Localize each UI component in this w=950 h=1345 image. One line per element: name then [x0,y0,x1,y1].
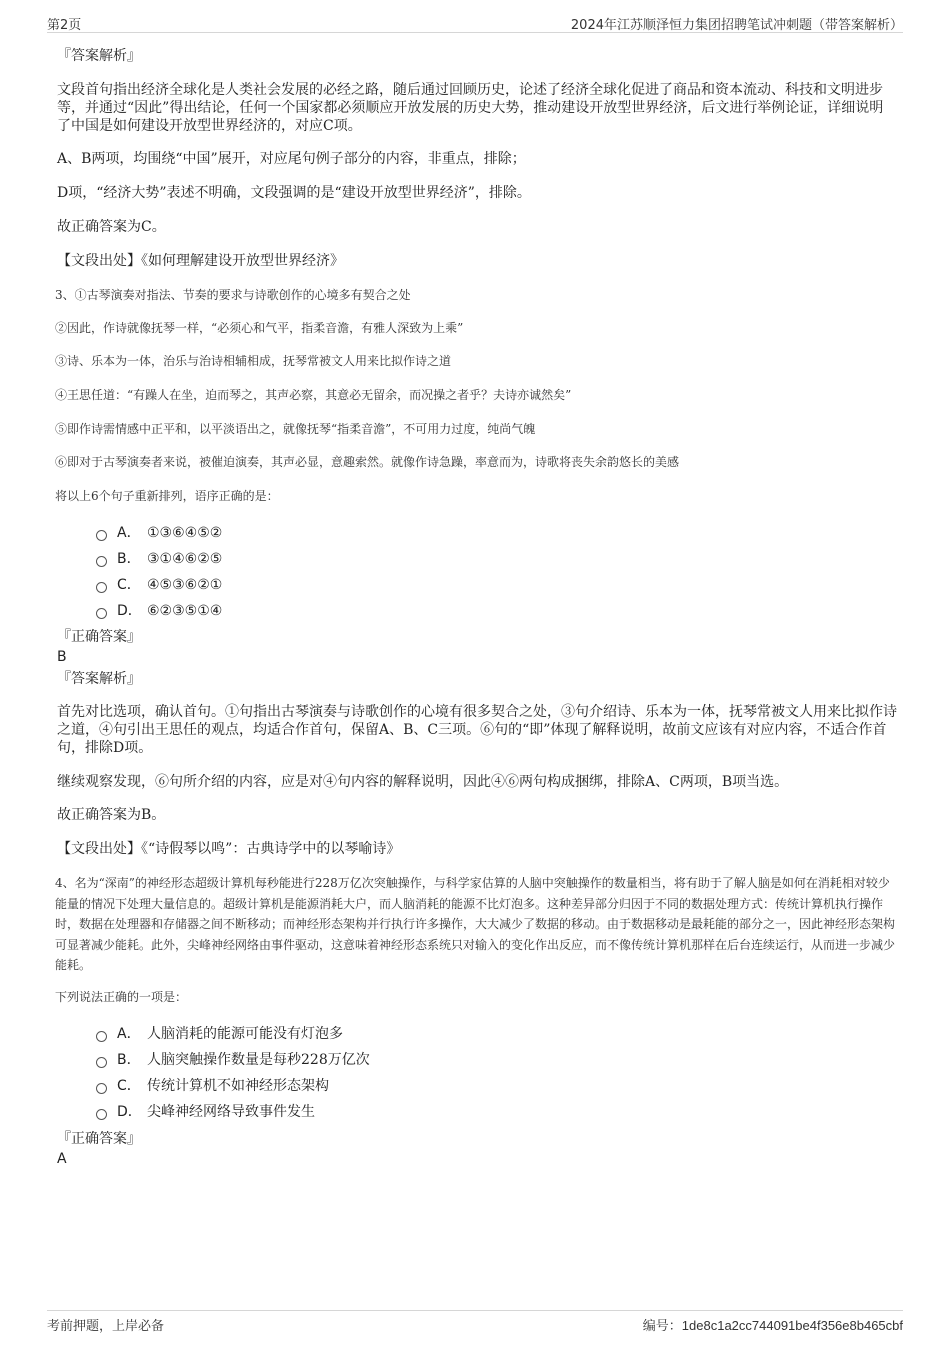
q3-option-c[interactable]: C． ④⑤③⑥②① [96,575,222,595]
q3-sentence-4: ④王思任道：“有躁人在坐，迫而琴之，其声必察，其意必无留余，而况操之者乎？夫诗亦诚然矣” [55,388,572,402]
document-title: 2024年江苏顺泽恒力集团招聘笔试冲刺题（带答案解析） [570,18,903,33]
document-code: 编号：1de8c1a2cc744091be4f356e8b465cbf [642,1318,903,1334]
q3-option-d[interactable]: D． ⑥②③⑤①④ [96,601,222,621]
q2-source: 【文段出处】《如何理解建设开放型世界经济》 [57,253,344,269]
q4-prompt: 下列说法正确的一项是： [55,990,188,1004]
page-number: 第2页 [47,18,82,33]
q4-passage: 4、名为“深南”的神经形态超级计算机每秒能进行228万亿次突触操作，与科学家估算的人脑中突触操作的数量相当，将有助于了解人脑是如何在消耗相对较少能量的情况下处理大量信息的。超级计算机是能源消耗大户，而人脑消耗的能源不比灯泡多。这种差异部分归因于不同的数据处理方式：传统计算机执行操作时，数据在处理器和存储器之间不断移动；而神经形态架构并行执行许多操作，大大减少了数据的移动。由于数据移动是最耗能的部分之一，因此神经形态架构可显著减少能耗。此外，尖峰神经网络由事件驱动，这意味着神经形态系统只对输入的变化作出反应，而不像传统计算机那样在后台连续运行，从而进一步减少能耗。 [55,876,896,972]
radio-icon[interactable] [96,1083,107,1094]
q3-sentence-6: ⑥即对于古琴演奏者来说，被催迫演奏，其声必显，意趣索然。就像作诗急躁，率意而为，诗歌将丧失余韵悠长的美感 [55,455,680,469]
footer-slogan: 考前押题，上岸必备 [47,1319,165,1334]
q3-conclusion: 故正确答案为B。 [57,807,166,823]
q4-option-c[interactable]: C． 传统计算机不如神经形态架构 [96,1076,329,1096]
radio-icon[interactable] [96,1057,107,1068]
radio-icon[interactable] [96,608,107,619]
q2-analysis-paragraph: 文段首句指出经济全球化是人类社会发展的必经之路，随后通过回顾历史，论述了经济全球化促进了商品和资本流动、科技和文明进步等，并通过“因此”得出结论，任何一个国家都必须顺应开放发展的历史大势，推动建设开放型世界经济，后文进行举例论证，详细说明了中国是如何建设开放型世界经济的，对应C项。 [57,82,884,134]
q4-answer-heading: 『正确答案』 [57,1131,141,1147]
q3-analysis-heading: 『答案解析』 [57,671,141,687]
q3-sentence-1: 3、①古琴演奏对指法、节奏的要求与诗歌创作的心境多有契合之处 [55,288,411,302]
q2-analysis-heading: 『答案解析』 [57,48,141,64]
q4-option-b[interactable]: B． 人脑突触操作数量是每秒228万亿次 [96,1050,370,1070]
q3-answer-heading: 『正确答案』 [57,629,141,645]
radio-icon[interactable] [96,1109,107,1120]
radio-icon[interactable] [96,556,107,567]
q3-option-a[interactable]: A． ①③⑥④⑤② [96,523,222,543]
q4-option-a[interactable]: A． 人脑消耗的能源可能没有灯泡多 [96,1024,343,1044]
radio-icon[interactable] [96,530,107,541]
page-header [47,14,903,33]
q3-sentence-5: ⑤即作诗需情感中正平和，以平淡语出之，就像抚琴“指柔音澹”，不可用力过度，纯尚气魄 [55,422,536,436]
radio-icon[interactable] [96,1031,107,1042]
q4-answer: A [57,1151,67,1167]
q2-conclusion: 故正确答案为C。 [57,219,166,235]
q3-analysis-paragraph-2: 继续观察发现，⑥句所介绍的内容，应是对④句内容的解释说明，因此④⑥两句构成捆绑，排除A、C两项，B项当选。 [57,774,789,790]
q3-option-b[interactable]: B． ③①④⑥②⑤ [96,549,222,569]
q2-eliminate-d: D项，“经济大势”表述不明确，文段强调的是“建设开放型世界经济”，排除。 [57,185,531,201]
q3-prompt: 将以上6个句子重新排列，语序正确的是： [55,489,279,503]
q3-answer: B [57,649,67,665]
q3-sentence-3: ③诗、乐本为一体，治乐与治诗相辅相成，抚琴常被文人用来比拟作诗之道 [55,354,452,368]
q2-eliminate-ab: A、B两项，均围绕“中国”展开，对应尾句例子部分的内容，非重点，排除； [57,151,526,167]
q3-analysis-paragraph-1: 首先对比选项，确认首句。①句指出古琴演奏与诗歌创作的心境有很多契合之处，③句介绍诗、乐本为一体，抚琴常被文人用来比拟作诗之道，④句引出王思任的观点，均适合作首句，保留A、B、C三项。⑥句的“即”体现了解释说明，故前文应该有对应内容，不适合作首句，排除D项。 [57,704,897,756]
page-footer [47,1310,903,1335]
q3-source: 【文段出处】《“诗假琴以鸣”：古典诗学中的以琴喻诗》 [57,841,401,857]
radio-icon[interactable] [96,582,107,593]
q3-sentence-2: ②因此，作诗就像抚琴一样，“必须心和气平，指柔音澹，有雅人深致为上乘” [55,321,464,335]
q4-option-d[interactable]: D． 尖峰神经网络导致事件发生 [96,1102,315,1122]
